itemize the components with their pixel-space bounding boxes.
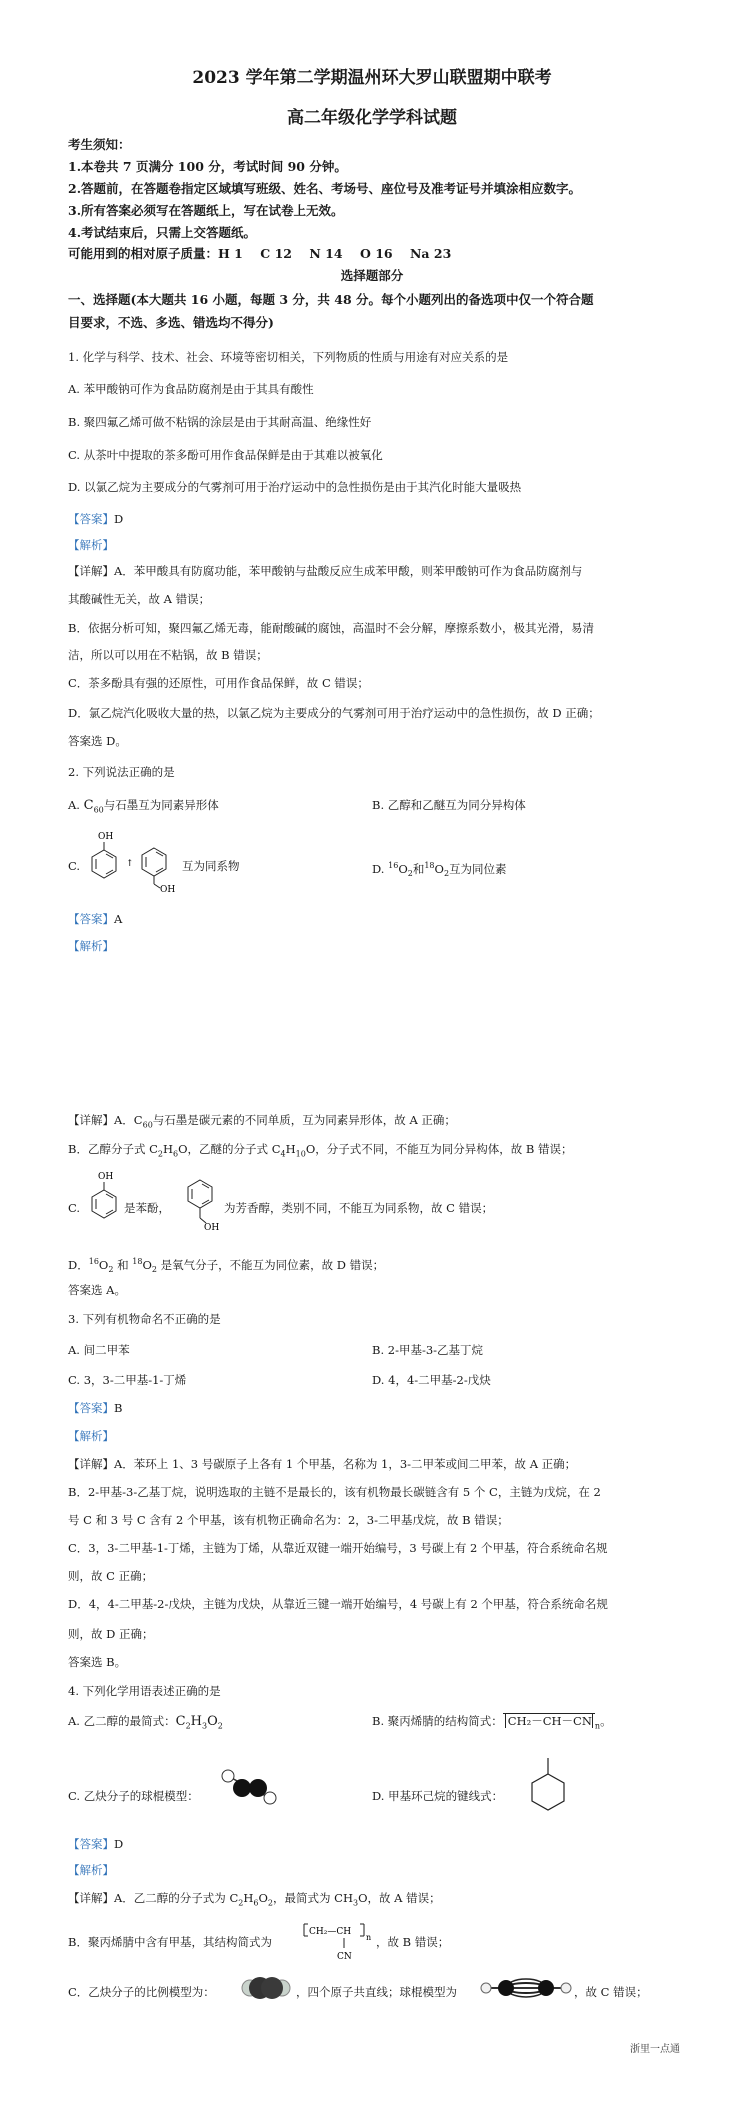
isotope-mass: 18 — [424, 861, 435, 870]
acetylene-space-filling-model — [240, 1968, 292, 2008]
q4-detail-3-mid: ，四个原子共直线；球棍模型为 — [296, 1985, 457, 1999]
q4-option-a — [68, 1713, 223, 1734]
detail-tag: 【详解】 — [68, 564, 114, 578]
and-word: 和 — [113, 1257, 133, 1272]
formula-sub: 60 — [93, 805, 104, 815]
acetylene-ball-stick-model — [218, 1766, 282, 1810]
q4-detail-1 — [68, 1890, 684, 1911]
detail-text: O，故 A 错误； — [358, 1891, 441, 1905]
polymer-formula — [503, 1713, 595, 1728]
option-letter: A. — [68, 798, 80, 812]
formula-sub: 2 — [443, 869, 450, 879]
detail-tag: 【详解】 — [68, 1457, 114, 1471]
q3-stem: 3. 下列有机物命名不正确的是 — [68, 1312, 221, 1326]
benzyl-oh-label: OH — [204, 1223, 220, 1233]
detail-text: H — [243, 1891, 254, 1905]
q2-detail-4 — [68, 1254, 684, 1278]
formula-sub: 2 — [407, 869, 413, 879]
option-text: 与石墨互为同素异形体 — [103, 798, 219, 812]
q2-detail-1 — [68, 1112, 684, 1133]
formula-sub: 2 — [267, 1898, 274, 1908]
formula-sub: 2 — [108, 1265, 114, 1275]
detail-text: A．苯环上 1、3 号碳原子上各有 1 个甲基，名称为 1，3-二甲苯或间二甲苯，故 A 正确； — [114, 1457, 577, 1471]
q3-analysis-tag: 【解析】 — [68, 1429, 114, 1443]
notice-item-2: 2.答题前，在答题卷指定区域填写班级、姓名、考场号、座位号及准考证号并填涂相应数字。 — [68, 181, 582, 196]
exam-subtitle: 高二年级化学学科试题 — [287, 108, 457, 128]
option-text: A. 乙二醇的最简式： — [68, 1714, 176, 1728]
notice-item-1: 1.本卷共 7 页满分 100 分，考试时间 90 分钟。 — [68, 159, 347, 174]
answer-value: D — [114, 1837, 124, 1851]
acetylene-ball-stick-model-2 — [478, 1970, 574, 2006]
q2-analysis-tag: 【解析】 — [68, 939, 114, 953]
answer-value: D — [114, 512, 124, 526]
polymer-n: n — [366, 1933, 372, 1942]
formula-text: CH₂－CH－CN — [505, 1714, 592, 1728]
formula-sub: 4 — [280, 1149, 286, 1159]
benzyl-oh-label: OH — [160, 885, 176, 892]
q3-detail-3: 号 C 和 3 号 C 含有 2 个甲基，该有机物正确命名为：2，3-二甲基戊烷，故 B 错误； — [68, 1513, 509, 1527]
q4-detail-2-post: ，故 B 错误； — [376, 1935, 450, 1949]
detail-text: B．乙醇分子式 C — [68, 1142, 158, 1156]
q2-detail-5: 答案选 A。 — [68, 1283, 126, 1297]
formula-sub: 3 — [353, 1898, 359, 1908]
q3-detail-5: 则，故 C 正确； — [68, 1569, 154, 1583]
formula-part: C — [175, 1714, 186, 1729]
polyacrylonitrile-structure — [300, 1916, 380, 1966]
q2-option-c-text: 互为同系物 — [182, 859, 240, 873]
q1-detail-3: B．依据分析可知，聚四氟乙烯无毒，能耐酸碱的腐蚀，高温时不会分解，摩擦系数小，极其光滑，易清 — [68, 621, 594, 635]
detail-text: A．乙二醇的分子式为 C — [114, 1891, 239, 1905]
polymer-chain-text: CH₂—CH — [309, 1927, 352, 1937]
notice-item-3: 3.所有答案必须写在答题纸上，写在试卷上无效。 — [68, 203, 344, 218]
q1-analysis-tag: 【解析】 — [68, 538, 114, 552]
section-heading: 选择题部分 — [340, 268, 404, 283]
q2-detail-3-mid1: 是苯酚， — [124, 1201, 170, 1215]
q1-detail-2: 其酸碱性无关，故 A 错误； — [68, 592, 211, 606]
formula-sub: 60 — [142, 1120, 153, 1130]
benzyl-alcohol-structure — [180, 1166, 226, 1236]
isotope-symbol: O — [142, 1257, 152, 1272]
q3-detail-1 — [68, 1456, 684, 1472]
formula-c: C — [83, 798, 94, 813]
formula-sub: 2 — [157, 1149, 163, 1159]
q3-option-b: B. 2-甲基-3-乙基丁烷 — [372, 1343, 484, 1357]
isotope-mass: 16 — [88, 1257, 99, 1266]
formula-part: H — [190, 1714, 203, 1729]
q1-stem: 1. 化学与科学、技术、社会、环境等密切相关，下列物质的性质与用途有对应关系的是 — [68, 350, 509, 364]
q4-option-b — [372, 1713, 612, 1734]
q4-detail-3-post: ，故 C 错误； — [574, 1985, 648, 1999]
formula-sub: 6 — [253, 1898, 259, 1908]
isotope-mass: 16 — [388, 861, 399, 870]
detail-text: A．苯甲酸具有防腐功能，苯甲酸钠与盐酸反应生成苯甲酸，则苯甲酸钠可作为食品防腐剂与 — [114, 564, 583, 578]
q3-option-c: C. 3，3-二甲基-1-丁烯 — [68, 1373, 187, 1387]
atomic-mass-line: 可能用到的相对原子质量：H 1 C 12 N 14 O 16 Na 23 — [68, 246, 452, 261]
q1-option-b: B. 聚四氟乙烯可做不粘锅的涂层是由于其耐高温、绝缘性好 — [68, 415, 372, 429]
notice-heading: 考生须知： — [68, 137, 131, 152]
q1-detail-5: C．茶多酚具有强的还原性，可用作食品保鲜，故 C 错误； — [68, 676, 369, 690]
q2-option-d — [372, 858, 507, 882]
q1-option-c: C. 从茶叶中提取的茶多酚可用作食品保鲜是由于其难以被氧化 — [68, 448, 383, 462]
q2-stem: 2. 下列说法正确的是 — [68, 765, 175, 779]
q3-detail-7: 则，故 D 正确； — [68, 1627, 154, 1641]
formula-sub: 2 — [238, 1898, 244, 1908]
q3-detail-4: C．3，3-二甲基-1-丁烯，主链为丁烯，从靠近双键一端开始编号，3 号碳上有 2 个甲基，符合系统命名规 — [68, 1541, 608, 1555]
formula-sub: 6 — [173, 1149, 179, 1159]
detail-text: O，乙醚的分子式 C — [178, 1142, 281, 1156]
answer-value: A — [114, 912, 123, 926]
formula-part: O — [207, 1714, 218, 1729]
q4-analysis-tag: 【解析】 — [68, 1863, 114, 1877]
q1-answer — [68, 511, 684, 527]
q1-detail-7: 答案选 D。 — [68, 734, 127, 748]
answer-tag: 【答案】 — [68, 512, 114, 526]
formula-sub: 10 — [295, 1149, 306, 1159]
polymer-n: n — [594, 1721, 601, 1731]
punctuation: 。 — [600, 1714, 612, 1728]
detail-tag: 【详解】 — [68, 1113, 114, 1127]
cn-group-label: CN — [337, 1952, 352, 1962]
answer-tag: 【答案】 — [68, 1401, 114, 1415]
isotope-symbol: O — [98, 1257, 109, 1272]
q4-answer — [68, 1836, 684, 1852]
q2-answer — [68, 911, 684, 927]
option-text: B. 聚丙烯腈的结构简式： — [372, 1714, 503, 1728]
q1-detail-1 — [68, 563, 684, 579]
svg-text:↑: ↑ — [126, 859, 134, 869]
option-text: 互为同位素 — [449, 861, 507, 876]
q3-option-a: A. 间二甲苯 — [68, 1343, 130, 1357]
isotope-mass: 18 — [132, 1257, 143, 1266]
q2-option-c-label: C. — [68, 859, 81, 873]
q2-detail-3-label: C. — [68, 1201, 81, 1215]
formula-sub: 2 — [185, 1721, 191, 1731]
detail-text: ，最简式为 CH — [273, 1891, 353, 1905]
q2-detail-3-mid2: 为芳香醇，类别不同，不能互为同系物，故 C 错误； — [224, 1201, 494, 1215]
q4-option-c: C. 乙炔分子的球棍模型： — [68, 1789, 199, 1803]
q3-option-d: D. 4，4-二甲基-2-戊炔 — [372, 1373, 491, 1387]
q1-detail-4: 洁，所以可以用在不粘锅，故 B 错误； — [68, 648, 268, 662]
detail-text: H — [285, 1142, 296, 1156]
q4-option-d: D. 甲基环己烷的键线式： — [372, 1789, 504, 1803]
isotope-symbol: O — [398, 861, 408, 876]
methylcyclohexane-skeletal — [526, 1754, 572, 1820]
q4-stem: 4. 下列化学用语表述正确的是 — [68, 1684, 221, 1698]
detail-text: O，分子式不同，不能互为同分异构体，故 B 错误； — [305, 1142, 573, 1156]
q3-answer — [68, 1400, 684, 1416]
detail-text: D． — [68, 1257, 89, 1272]
detail-text: 是氧气分子，不能互为同位素，故 D 错误； — [156, 1257, 385, 1272]
answer-tag: 【答案】 — [68, 1837, 114, 1851]
detail-tag: 【详解】 — [68, 1891, 114, 1905]
isotope-symbol: O — [434, 861, 444, 876]
section-intro-2: 目要求，不选、多选、错选均不得分) — [68, 315, 274, 330]
detail-text: O — [258, 1891, 268, 1905]
q2-option-b: B. 乙醇和乙醚互为同分异构体 — [372, 798, 526, 812]
q2-option-a — [68, 797, 219, 818]
section-intro-1: 一、选择题(本大题共 16 小题，每题 3 分，共 48 分。每个小题列出的备选项中仅一个符合题 — [68, 292, 594, 307]
notice-item-4: 4.考试结束后，只需上交答题纸。 — [68, 225, 257, 240]
and-word: 和 — [412, 861, 425, 876]
option-letter: D. — [372, 861, 385, 876]
q2-detail-2 — [68, 1141, 684, 1162]
answer-tag: 【答案】 — [68, 912, 114, 926]
q3-detail-8: 答案选 B。 — [68, 1655, 127, 1669]
detail-text: A．C — [114, 1113, 143, 1127]
q1-option-a: A. 苯甲酸钠可作为食品防腐剂是由于其具有酸性 — [68, 382, 314, 396]
exam-title: 2023 学年第二学期温州环大罗山联盟期中联考 — [192, 68, 552, 88]
q3-detail-2: B．2-甲基-3-乙基丁烷，说明选取的主链不是最长的，该有机物最长碳链含有 5 个 C，主链为戊烷，在 2 — [68, 1485, 601, 1499]
footer-brand: 浙里一点通 — [630, 2044, 680, 2055]
formula-sub: 2 — [151, 1265, 157, 1275]
formula-sub: 3 — [202, 1721, 208, 1731]
q4-detail-3-pre: C．乙炔分子的比例模型为： — [68, 1985, 215, 1999]
phenol-benzyl-alcohol-structures — [84, 826, 184, 892]
q4-detail-2-pre: B．聚丙烯腈中含有甲基，其结构简式为 — [68, 1935, 272, 1949]
phenol-structure — [84, 1168, 126, 1228]
answer-value: B — [114, 1401, 123, 1415]
formula-sub: 2 — [217, 1721, 223, 1731]
q1-option-d: D. 以氯乙烷为主要成分的气雾剂可用于治疗运动中的急性损伤是由于其汽化时能大量吸热 — [68, 480, 522, 494]
q3-detail-6: D．4，4-二甲基-2-戊炔，主链为戊炔，从靠近三键一端开始编号，4 号碳上有 2 个甲基，符合系统命名规 — [68, 1597, 608, 1611]
phenol-oh-label: OH — [98, 1172, 114, 1182]
detail-text: H — [163, 1142, 174, 1156]
q1-detail-6: D．氯乙烷汽化吸收大量的热，以氯乙烷为主要成分的气雾剂可用于治疗运动中的急性损伤，故 D 正确； — [68, 706, 600, 720]
detail-text: 与石墨是碳元素的不同单质，互为同素异形体，故 A 正确； — [152, 1113, 456, 1127]
phenol-oh-label: OH — [98, 832, 114, 842]
